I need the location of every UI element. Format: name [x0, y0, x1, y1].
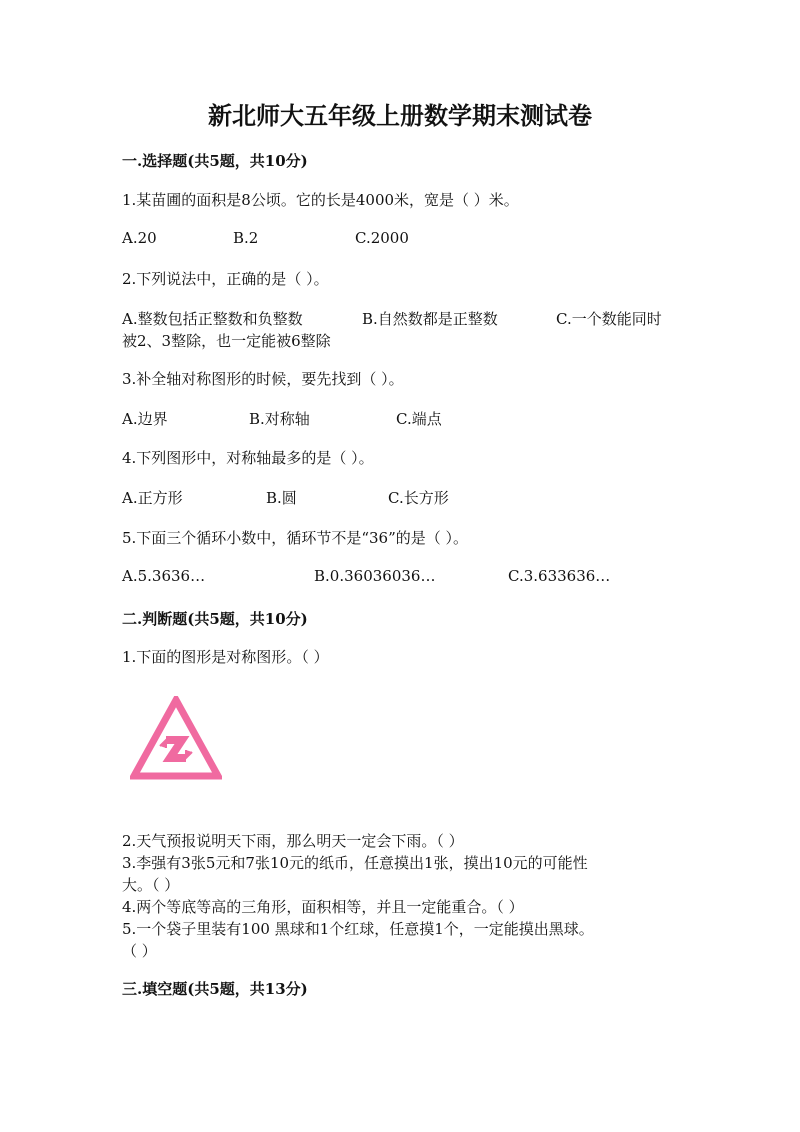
option-a: A.整数包括正整数和负整数 — [122, 310, 303, 328]
option-b: B.自然数都是正整数 — [362, 310, 498, 328]
question-stem: 3.补全轴对称图形的时候，要先找到（ ）。 — [122, 370, 404, 388]
judge-line-3-cont: 大。（ ） — [122, 876, 180, 894]
option-c: C.3.633636… — [508, 567, 611, 585]
option-c: C.一个数能同时 — [556, 310, 662, 328]
option-a: A.边界 — [122, 410, 168, 428]
option-c: C.长方形 — [388, 489, 449, 507]
section-heading-judge: 二.判断题(共5题，共10分) — [122, 610, 308, 628]
judge-line-5: 5.一个袋子里装有100 黑球和1个红球，任意摸1个，一定能摸出黑球。 — [122, 920, 594, 938]
section-heading-fill: 三.填空题(共5题，共13分) — [122, 980, 308, 998]
option-a: A.正方形 — [122, 489, 183, 507]
judge-line-3: 3.李强有3张5元和7张10元的纸币，任意摸出1张，摸出10元的可能性 — [122, 854, 588, 872]
question-stem: 1.某苗圃的面积是8公顷。它的长是4000米，宽是（ ）米。 — [122, 191, 519, 209]
option-b: B.2 — [233, 229, 259, 247]
option-b: B.0.36036036… — [314, 567, 436, 585]
question-stem: 1.下面的图形是对称图形。（ ） — [122, 648, 329, 666]
question-stem: 5.下面三个循环小数中，循环节不是“36”的是（ ）。 — [122, 529, 469, 547]
option-c-continuation: 被2、3整除，也一定能被6整除 — [122, 332, 331, 350]
option-b: B.对称轴 — [249, 410, 310, 428]
page-title: 新北师大五年级上册数学期末测试卷 — [208, 101, 592, 130]
question-stem: 2.下列说法中，正确的是（ ）。 — [122, 270, 329, 288]
judge-line-5-cont: （ ） — [122, 942, 157, 960]
pink-triangle-sign-icon — [130, 696, 222, 780]
section-heading-choice: 一.选择题(共5题，共10分) — [122, 152, 308, 170]
option-a: A.20 — [122, 229, 157, 247]
option-b: B.圆 — [266, 489, 297, 507]
option-a: A.5.3636… — [122, 567, 206, 585]
option-c: C.端点 — [396, 410, 442, 428]
judge-line-4: 4.两个等底等高的三角形，面积相等，并且一定能重合。（ ） — [122, 898, 524, 916]
question-stem: 4.下列图形中，对称轴最多的是（ ）。 — [122, 449, 374, 467]
option-c: C.2000 — [355, 229, 409, 247]
judge-line-2: 2.天气预报说明天下雨，那么明天一定会下雨。（ ） — [122, 832, 464, 850]
